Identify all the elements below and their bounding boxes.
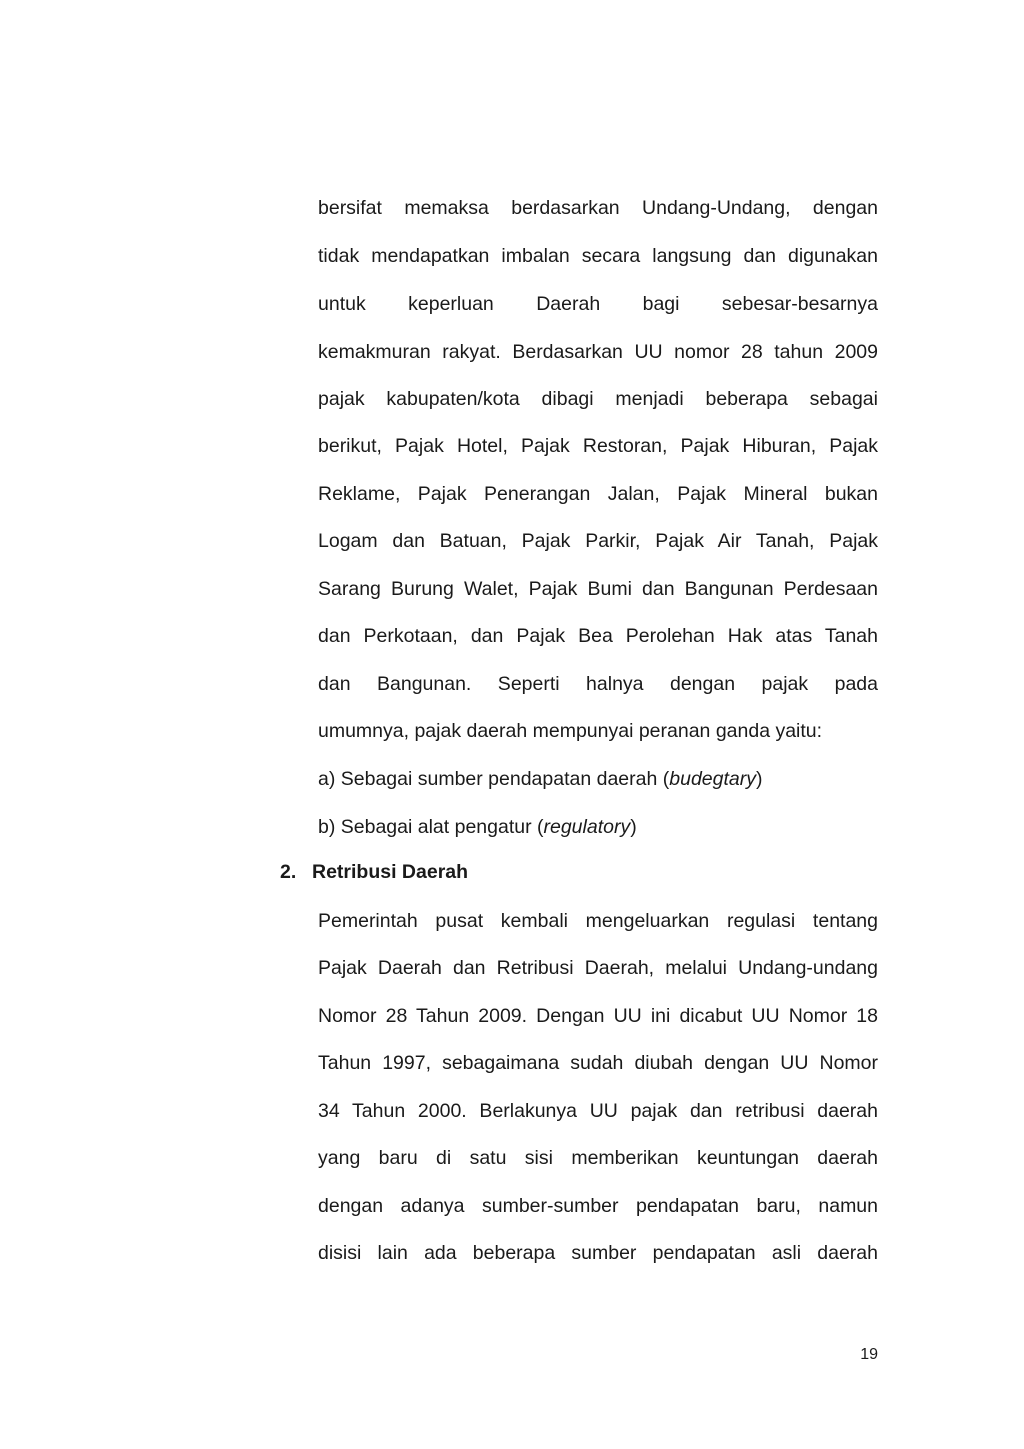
paragraph-line: kemakmuran rakyat. Berdasarkan UU nomor 28 tahun 2009	[318, 341, 878, 363]
list-item-text: b) Sebagai alat pengatur (	[318, 816, 544, 838]
paragraph-line: tidak mendapatkan imbalan secara langsung dan digunakan	[318, 245, 878, 267]
list-item-term: regulatory	[543, 816, 631, 838]
paragraph-line: dan Bangunan. Seperti halnya dengan pajak pada	[318, 673, 878, 695]
section-number: 2.	[280, 861, 297, 883]
paragraph-line: Nomor 28 Tahun 2009. Dengan UU ini dicabut UU Nomor 18	[318, 1005, 878, 1027]
paragraph-line: berikut, Pajak Hotel, Pajak Restoran, Pajak Hiburan, Pajak	[318, 435, 878, 457]
list-item-regulatory	[318, 815, 637, 839]
paragraph-line: Reklame, Pajak Penerangan Jalan, Pajak Mineral bukan	[318, 483, 878, 505]
paragraph-last-line: umumnya, pajak daerah mempunyai peranan ganda yaitu:	[318, 720, 823, 742]
paragraph-line: dan Perkotaan, dan Pajak Bea Perolehan Hak atas Tanah	[318, 625, 878, 647]
section-title: Retribusi Daerah	[312, 861, 469, 883]
list-item-text: a) Sebagai sumber pendapatan daerah (	[318, 768, 670, 790]
paragraph-line: dengan adanya sumber-sumber pendapatan baru, namun	[318, 1195, 878, 1217]
section-heading	[280, 860, 468, 884]
paragraph-line: untuk keperluan Daerah bagi sebesar-besarnya	[318, 293, 878, 315]
paragraph-line: bersifat memaksa berdasarkan Undang-Undang, dengan	[318, 197, 878, 219]
list-item-suffix: )	[755, 768, 763, 790]
paragraph-line: Tahun 1997, sebagaimana sudah diubah dengan UU Nomor	[318, 1052, 878, 1074]
paragraph-line: pajak kabupaten/kota dibagi menjadi beberapa sebagai	[318, 388, 878, 410]
paragraph-line: Sarang Burung Walet, Pajak Bumi dan Bangunan Perdesaan	[318, 578, 878, 600]
page-number: 19	[860, 1346, 878, 1363]
paragraph-line: yang baru di satu sisi memberikan keuntungan daerah	[318, 1147, 878, 1169]
paragraph-line: Pajak Daerah dan Retribusi Daerah, melalui Undang-undang	[318, 957, 878, 979]
list-item-term: budegtary	[669, 768, 756, 790]
paragraph-line: Logam dan Batuan, Pajak Parkir, Pajak Air Tanah, Pajak	[318, 530, 878, 552]
paragraph-line: 34 Tahun 2000. Berlakunya UU pajak dan retribusi daerah	[318, 1100, 878, 1122]
list-item-suffix: )	[630, 816, 637, 838]
paragraph-line: Pemerintah pusat kembali mengeluarkan regulasi tentang	[318, 910, 878, 932]
paragraph-line: disisi lain ada beberapa sumber pendapatan asli daerah	[318, 1242, 878, 1264]
list-item-budgetary	[318, 767, 762, 791]
